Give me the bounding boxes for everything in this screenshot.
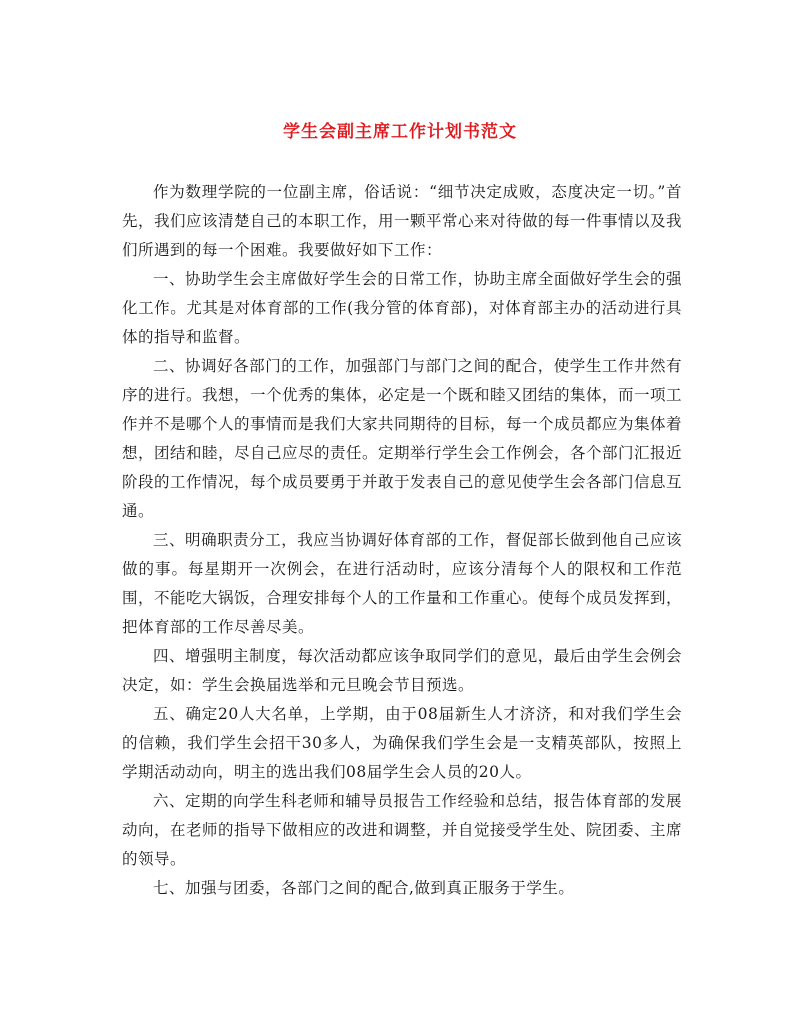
document-body [122, 178, 682, 903]
paragraph-intro: 作为数理学院的一位副主席，俗话说：“细节决定成败，态度决定一切。”首先，我们应该清楚自己的本职工作，用一颗平常心来对待做的每一件事情以及我们所遇到的每一个困难。我要做好如下工作： [122, 183, 683, 259]
paragraph-item-5: 五、确定20人大名单，上学期，由于08届新生人才济济，和对我们学生会的信赖，我们学生会招干30多人，为确保我们学生会是一支精英部队，按照上学期活动动向，明主的选出我们08届学生会人员的20人。 [122, 705, 682, 781]
paragraph-item-4: 四、增强明主制度，每次活动都应该争取同学们的意见，最后由学生会例会决定，如：学生会换届选举和元旦晚会节目预选。 [122, 647, 682, 694]
page-title: 学生会副主席工作计划书范文 [283, 122, 517, 142]
paragraph-item-7: 七、加强与团委，各部门之间的配合,做到真正服务于学生。 [153, 879, 575, 897]
paragraph-item-2: 二、协调好各部门的工作，加强部门与部门之间的配合，使学生工作井然有序的进行。我想，一个优秀的集体，必定是一个既和睦又团结的集体，而一项工作并不是哪个人的事情而是我们大家共同期待的目标，每一个成员都应为集体着想，团结和睦，尽自己应尽的责任。定期举行学生会工作例会，各个部门汇报近阶段的工作情况，每个成员要勇于并敢于发表自己的意见使学生会各部门信息互通。 [122, 357, 683, 520]
paragraph-item-1: 一、协助学生会主席做好学生会的日常工作，协助主席全面做好学生会的强化工作。尤其是对体育部的工作(我分管的体育部)，对体育部主办的活动进行具体的指导和监督。 [122, 270, 682, 346]
paragraph-item-3: 三、明确职责分工，我应当协调好体育部的工作，督促部长做到他自己应该做的事。每星期开一次例会，在进行活动时，应该分清每个人的限权和工作范围，不能吃大锅饭，合理安排每个人的工作量和工作重心。使每个成员发挥到，把体育部的工作尽善尽美。 [122, 531, 683, 636]
paragraph-item-6: 六、定期的向学生科老师和辅导员报告工作经验和总结，报告体育部的发展动向，在老师的指导下做相应的改进和调整，并自觉接受学生处、院团委、主席的领导。 [122, 792, 683, 868]
